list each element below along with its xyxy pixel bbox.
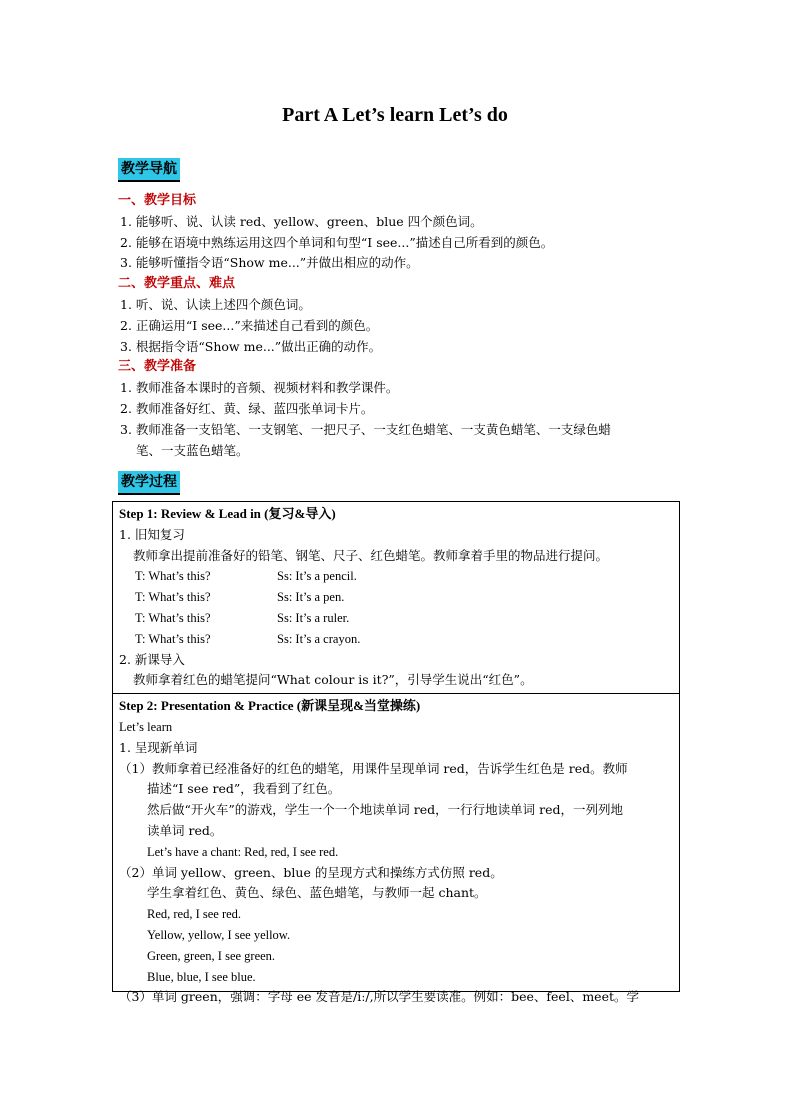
keypoint-item: 3. 根据指令语“Show me...”做出正确的动作。 <box>120 338 382 354</box>
step1-sub1-text: 教师拿出提前准备好的铅笔、钢笔、尺子、红色蜡笔。教师拿着手里的物品进行提问。 <box>133 547 609 563</box>
step1-sub1: 1. 旧知复习 <box>119 526 185 542</box>
teacher-line: T: What’s this? <box>135 610 211 625</box>
prep-item: 3. 教师准备一支铅笔、一支钢笔、一把尺子、一支红色蜡笔、一支黄色蜡笔、一支绿色蜡 <box>120 421 611 437</box>
chant-line: Yellow, yellow, I see yellow. <box>147 927 291 942</box>
prep-item: 2. 教师准备好红、黄、绿、蓝四张单词卡片。 <box>120 400 374 416</box>
step2-p2: （2）单词 yellow、green、blue 的呈现方式和操练方式仿照 red。 <box>119 864 503 880</box>
page-title: Part A Let’s learn Let’s do <box>282 104 508 126</box>
process-table <box>112 501 680 1005</box>
step1-sub2-text: 教师拿着红色的蜡笔提问“What colour is it?”，引导学生说出“红色”。 <box>133 672 533 688</box>
step2-title: Step 2: Presentation & Practice (新课呈现&当堂操练) <box>119 698 421 714</box>
teacher-line: T: What’s this? <box>135 631 211 646</box>
teacher-line: T: What’s this? <box>135 569 211 584</box>
keypoint-item: 2. 正确运用“I see...”来描述自己看到的颜色。 <box>120 317 379 333</box>
prep-heading: 三、教学准备 <box>118 359 197 375</box>
step1-cell <box>113 502 679 694</box>
student-line: Ss: It’s a pen. <box>277 590 345 605</box>
step2-p2b: 学生拿着红色、黄色、绿色、蓝色蜡笔，与教师一起 chant。 <box>147 885 487 901</box>
step2-p1d: 读单词 red。 <box>147 822 223 838</box>
goal-item: 1. 能够听、说、认读 red、yellow、green、blue 四个颜色词。 <box>120 213 483 229</box>
goals-heading: 一、教学目标 <box>118 193 197 208</box>
chant-line: Blue, blue, I see blue. <box>147 969 256 984</box>
step2-sub1: 1. 呈现新单词 <box>119 739 198 755</box>
step2-cell <box>113 694 679 1005</box>
dialog-line <box>119 629 673 650</box>
student-line: Ss: It’s a ruler. <box>277 610 350 625</box>
dialog-line <box>119 608 673 629</box>
dialog-line <box>119 587 673 608</box>
teaching-info <box>118 191 678 461</box>
step2-p3: （3）单词 green，强调：字母 ee 发音是/iː/,所以学生要读准。例如：bee、feel、meet。学 <box>119 989 639 1005</box>
prep-item: 1. 教师准备本课时的音频、视频材料和教学课件。 <box>120 380 399 396</box>
chant-line: Green, green, I see green. <box>147 948 276 963</box>
lets-learn-label: Let’s learn <box>119 719 173 734</box>
step1-sub2: 2. 新课导入 <box>119 651 185 667</box>
student-line: Ss: It’s a crayon. <box>277 631 361 646</box>
step2-p1b: 描述“I see red”，我看到了红色。 <box>147 781 341 797</box>
goal-item: 3. 能够听懂指令语“Show me...”并做出相应的动作。 <box>120 255 419 271</box>
section-tag-navigation: 教学导航 <box>118 158 180 182</box>
chant-line: Let’s have a chant: Red, red, I see red. <box>147 844 339 859</box>
student-line: Ss: It’s a pencil. <box>277 569 357 584</box>
step2-p1c: 然后做“开火车”的游戏，学生一个一个地读单词 red，一行行地读单词 red，一列列地 <box>147 802 623 818</box>
section-tag-process: 教学过程 <box>118 471 180 495</box>
chant-line: Red, red, I see red. <box>147 907 242 922</box>
keypoints-heading: 二、教学重点、难点 <box>118 276 236 292</box>
prep-item-continued: 笔、一支蓝色蜡笔。 <box>136 442 249 458</box>
teacher-line: T: What’s this? <box>135 590 211 605</box>
keypoint-item: 1. 听、说、认读上述四个颜色词。 <box>120 296 311 312</box>
dialog-line <box>119 566 673 587</box>
step1-title: Step 1: Review & Lead in (复习&导入) <box>119 506 336 521</box>
goal-item: 2. 能够在语境中熟练运用这四个单词和句型“I see...”描述自己所看到的颜色。 <box>120 234 554 250</box>
step2-p1a: （1）教师拿着已经准备好的红色的蜡笔，用课件呈现单词 red，告诉学生红色是 red。教师 <box>119 760 628 776</box>
